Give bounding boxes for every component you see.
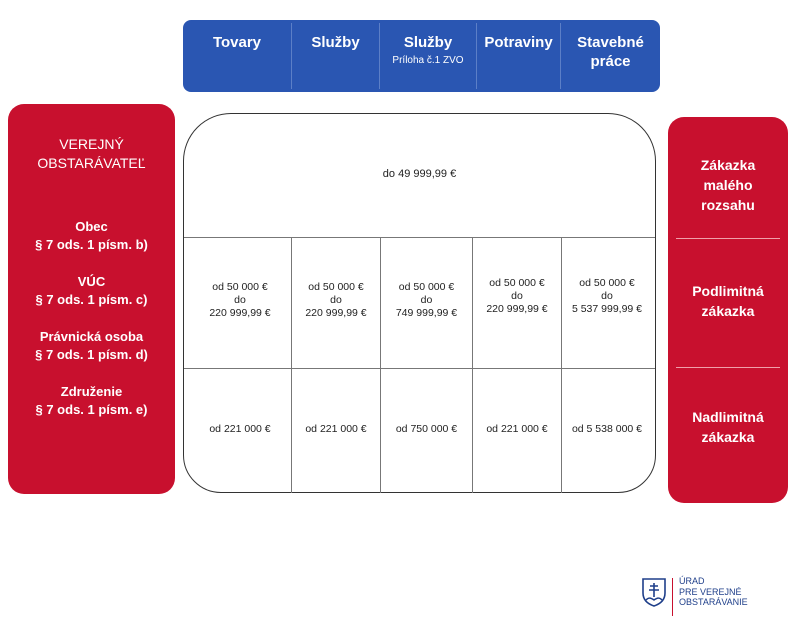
uvo-logo (641, 576, 791, 620)
header-label: Tovary (212, 34, 262, 51)
header-label: Potraviny (484, 34, 553, 51)
range-mid: do (511, 290, 523, 302)
above-threshold-sluzby-priloha: od 750 000 € (395, 423, 458, 435)
range-mid: do (601, 290, 613, 302)
above-threshold-potraviny: od 221 000 € (486, 423, 548, 435)
small-contract-threshold: do 49 999,99 € (382, 168, 457, 180)
logo-line: PRE VEREJNÉ (679, 586, 742, 597)
range-from: od 50 000 € (212, 281, 268, 293)
below-threshold-sluzby (292, 281, 380, 320)
header-col-sluzby (292, 20, 379, 92)
header-label: Stavebné práce (577, 34, 644, 70)
header-label: Služby (311, 34, 360, 51)
contract-type-small: Zákazka malého rozsahu (700, 157, 756, 213)
range-mid: do (234, 294, 246, 306)
contract-type-above-limit: Nadlimitná zákazka (692, 409, 764, 445)
range-from: od 50 000 € (398, 281, 455, 293)
above-threshold-stavebne-prace: od 5 538 000 € (571, 423, 643, 435)
entity-vuc (8, 273, 175, 309)
range-to: 5 537 999,99 € (571, 303, 643, 315)
contracting-authority-panel (8, 104, 175, 494)
above-threshold-sluzby: od 221 000 € (305, 423, 367, 435)
panel-divider (676, 367, 780, 368)
below-threshold-sluzby-priloha (381, 281, 472, 320)
row-divider (184, 368, 655, 369)
range-from: od 50 000 € (579, 277, 635, 289)
panel-divider (676, 238, 780, 239)
range-mid: do (330, 294, 342, 306)
entity-name: Právnická osoba (39, 329, 144, 344)
entity-zdruzenie (8, 383, 175, 419)
row-divider (184, 237, 655, 238)
below-threshold-tovary (190, 281, 290, 320)
range-to: 220 999,99 € (209, 307, 271, 319)
contract-type-below-limit: Podlimitná zákazka (692, 283, 764, 319)
header-col-sluzby-priloha (380, 20, 476, 92)
header-col-stavebne-prace (561, 20, 660, 92)
header-label: Služby (403, 34, 453, 51)
column-divider (561, 237, 562, 493)
entity-paragraph: § 7 ods. 1 písm. e) (35, 402, 148, 417)
entity-name: VÚC (77, 274, 106, 289)
below-threshold-stavebne-prace (562, 277, 652, 316)
header-col-potraviny (477, 20, 560, 92)
range-to: 749 999,99 € (395, 307, 458, 319)
range-from: od 50 000 € (489, 277, 545, 289)
logo-text (679, 576, 748, 608)
entity-paragraph: § 7 ods. 1 písm. d) (35, 347, 148, 362)
entity-pravnicka-osoba (8, 328, 175, 364)
logo-divider (672, 578, 673, 616)
below-threshold-potraviny (473, 277, 561, 316)
range-mid: do (420, 294, 433, 306)
logo-line: OBSTARÁVANIE (679, 597, 748, 607)
procurement-category-header (183, 20, 660, 92)
entity-obec (8, 218, 175, 254)
range-from: od 50 000 € (308, 281, 364, 293)
range-to: 220 999,99 € (305, 307, 367, 319)
logo-line: ÚRAD (679, 576, 705, 586)
entity-paragraph: § 7 ods. 1 písm. c) (35, 292, 148, 307)
entity-name: Združenie (60, 384, 123, 399)
entity-name: Obec (75, 219, 108, 234)
coat-of-arms-icon (641, 577, 667, 607)
range-to: 220 999,99 € (486, 303, 548, 315)
header-col-tovary (183, 20, 291, 92)
column-divider (472, 237, 473, 493)
panel-title: VEREJNÝ OBSTARÁVATEĽ (37, 136, 146, 171)
contract-type-panel (668, 117, 788, 503)
header-sublabel: Príloha č.1 ZVO (392, 55, 464, 66)
column-divider (291, 237, 292, 493)
above-threshold-tovary: od 221 000 € (209, 423, 271, 435)
entity-paragraph: § 7 ods. 1 písm. b) (35, 237, 148, 252)
column-divider (380, 237, 381, 493)
